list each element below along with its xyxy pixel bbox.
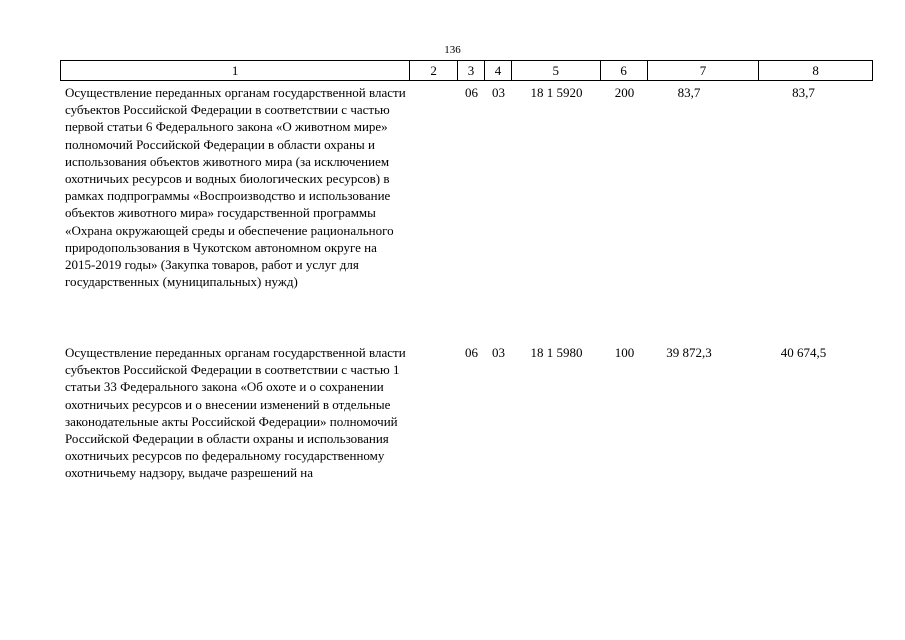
row-col-5: 18 1 5920 [530, 85, 583, 100]
row-col-2 [410, 344, 458, 482]
column-header-2: 2 [410, 61, 458, 80]
row-col-3: 06 [465, 85, 478, 100]
table-row [60, 344, 873, 482]
table-row [60, 84, 873, 290]
row-col-2 [410, 84, 458, 290]
row-description: Осуществление переданных органам государственной власти субъектов Российской Федерации в соответствии с частью первой статьи 6 Федерального закона «О животном мире» полномочий Российской Федерации в области охраны и использования объектов животного мира (за исключением охотничьих ресурсов и водных биологических ресурсов) в рамках подпрограммы «Воспроизводство и использование объектов животного мира» государственной программы «Охрана окружающей среды и обеспечение рационального природопользования в Чукотском автономном округе на 2015-2019 годы» (Закупка товаров, работ и услуг для государственных (муниципальных) нужд) [65, 85, 406, 290]
row-col-7: 39 872,3 [666, 345, 712, 360]
row-col-8: 83,7 [792, 85, 815, 100]
row-col-8: 40 674,5 [780, 345, 827, 360]
column-header-5: 5 [512, 61, 601, 80]
row-col-6: 200 [614, 85, 635, 100]
row-col-4: 03 [492, 85, 505, 100]
row-col-5: 18 1 5980 [530, 345, 583, 360]
column-header-6: 6 [601, 61, 648, 80]
row-col-7: 83,7 [677, 85, 701, 100]
column-header-8: 8 [812, 63, 819, 78]
table-header-row [60, 60, 873, 81]
column-header-4: 4 [485, 61, 512, 80]
row-description: Осуществление переданных органам государственной власти субъектов Российской Федерации в соответствии с частью 1 статьи 33 Федерального закона «Об охоте и о сохранении охотничьих ресурсов и о внесении изменений в отдельные законодательные акты Российской Федерации» полномочий Российской Федерации в области охраны и использования охотничьих ресурсов по федеральному государственному охотничьему надзору, выдаче разрешений на [65, 345, 406, 481]
column-header-7: 7 [648, 61, 760, 80]
row-col-3: 06 [465, 345, 478, 360]
page-number: 136 [444, 44, 461, 56]
column-header-3: 3 [458, 61, 485, 80]
column-header-1: 1 [61, 61, 410, 80]
row-col-4: 03 [492, 345, 505, 360]
row-col-6: 100 [614, 345, 635, 360]
